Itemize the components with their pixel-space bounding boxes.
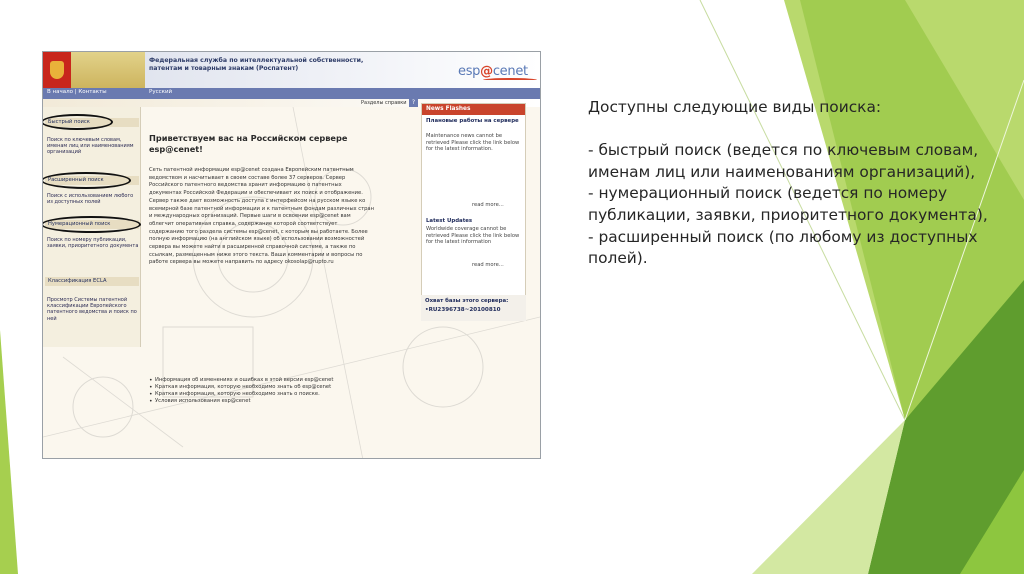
slide-body: - быстрый поиск (ведется по ключевым словам, именам лиц или наименованиям организаций), - нумерационный поиск (ведется по номеру публикации, заявки, приоритетного документа), - расширенный поиск (по любому из доступных полей). (588, 141, 988, 268)
slide-text (588, 97, 988, 270)
sidebar-item-ecla[interactable]: Классификация ECLA (45, 277, 139, 286)
site-header (43, 52, 540, 88)
help-sections-link[interactable]: Разделы справки (361, 100, 407, 106)
sidebar-item-quick-search[interactable]: Быстрый поиск (45, 118, 139, 127)
sidebar-item-number-search[interactable]: Нумерационный поиск (45, 220, 139, 229)
sidebar-item-advanced-search[interactable]: Расширенный поиск (45, 176, 139, 185)
language-label[interactable]: Русский (149, 89, 173, 95)
info-link[interactable]: • Краткая информация, которую необходимо знать о поиске. (149, 391, 379, 398)
news-panel (421, 103, 526, 321)
news-item-text: Worldwide coverage cannot be retrieved Please click the link below for the latest information (426, 226, 520, 246)
highlight-ring (42, 114, 113, 130)
logo-swoosh-icon (483, 78, 537, 82)
sidebar-advanced-search-desc[interactable]: Поиск с использованием любого из доступных полей (47, 193, 134, 206)
agency-name: Федеральная служба по интеллектуальной собственности, патентам и товарным знакам (Роспатент) (149, 57, 364, 72)
news-header: News Flashes (422, 104, 525, 115)
highlight-ring (42, 172, 131, 189)
help-icon[interactable]: ? (409, 99, 418, 107)
info-link[interactable]: • Краткая информация, которую необходимо знать об esp@cenet (149, 384, 379, 391)
espacenet-screenshot (42, 51, 541, 459)
news-item-title: Latest Updates (426, 218, 473, 224)
green-stripe-left (0, 330, 18, 574)
read-more-link[interactable]: read more... (472, 262, 504, 268)
espacenet-logo[interactable]: esp@cenet (458, 64, 528, 79)
search-sidebar (43, 107, 141, 347)
read-more-link[interactable]: read more... (472, 202, 504, 208)
slide-heading: Доступны следующие виды поиска: (588, 98, 882, 116)
sidebar-quick-search-desc[interactable]: Поиск по ключевым словам, именам лиц или наименованиям организаций (47, 137, 134, 156)
highlight-ring (42, 216, 141, 233)
news-item-text: Maintenance news cannot be retrieved Please click the link below for the latest information. (426, 133, 520, 153)
database-coverage (421, 295, 526, 321)
coverage-value[interactable]: •RU2396738~20100810 (425, 307, 501, 313)
welcome-body: Сеть патентной информации esp@cenet создана Европейским патентным ведомством и насчитывает в своем составе более 37 серверов. Сервер Российского патентного ведомства хранит информацию о патентных документах Российской Федерации и обеспечивает их поиск и отображение. Сервер также дает возможность доступа с интерфейсом на русском языке ко всемирной базе патентной информации и к патентным фондам различных стран и международных организаций. Первые шаги в освоении esp@cenet вам облегчит оперативная справка, содержание которой соответствует содержанию того раздела системы esp@cenet, с которым вы работаете. Более полную информацию (на английском языке) об использовании возможностей сервера вы можете найти в расширенной справочной системе, а также по ссылкам, размещенным ниже этого текста. Ваши комментарии и вопросы по работе сервера вы можете направить по адресу okosolap@rupto.ru (149, 167, 375, 266)
info-link[interactable]: • Условия использования esp@cenet (149, 398, 379, 405)
header-decoration (71, 52, 145, 88)
info-link[interactable]: • Информация об изменениях и ошибках в этой версии esp@cenet (149, 377, 379, 384)
coat-of-arms-icon (43, 52, 71, 88)
coverage-title: Охват базы этого сервера: (425, 298, 509, 304)
welcome-title: Приветствуем вас на Российском сервере esp@cenet! (149, 133, 348, 154)
nav-links[interactable]: В начало | Контакты (47, 89, 107, 95)
welcome-content (143, 107, 418, 457)
sidebar-number-search-desc[interactable]: Поиск по номеру публикации, заявки, приоритетного документа (47, 237, 139, 250)
site-nav-bar (43, 88, 540, 99)
sidebar-ecla-desc[interactable]: Просмотр Системы патентной классификации Европейского патентного ведомства и поиск по ней (47, 297, 137, 322)
news-item-title: Плановые работы на сервере (426, 118, 519, 124)
info-links (149, 377, 379, 405)
